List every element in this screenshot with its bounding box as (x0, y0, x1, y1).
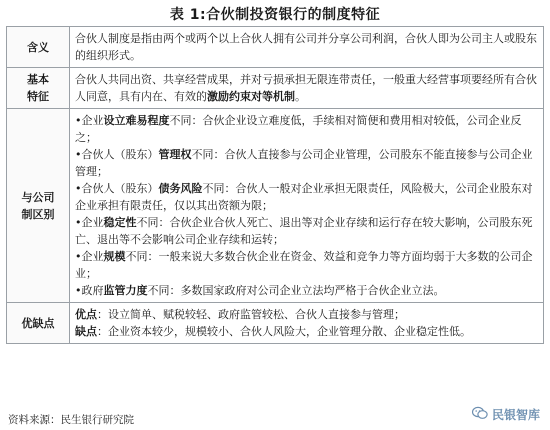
features-text-main: 合伙人共同出资、共享经营成果，并对亏损承担无限连带责任，一般重大经营事项要经所有合伙人同意，具有内在、有效的 (75, 73, 537, 103)
cons-line (75, 323, 538, 340)
row-label-features (7, 68, 70, 109)
row-label-differences-line2: 制区别 (21, 207, 55, 221)
table-row-definition (7, 27, 544, 68)
features-text-bold: 激励约束对等机制 (207, 90, 295, 103)
difference-text: 不同：多数国家政府对公司企业立法均严格于合伙企业立法。 (147, 284, 445, 297)
difference-item (75, 214, 538, 248)
row-label-features-line1: 基本 (27, 73, 49, 86)
watermark (472, 406, 540, 423)
difference-key: 规模 (103, 250, 126, 263)
difference-text: 不同：合伙企业合伙人死亡、退出等对企业存续和运行存在较大影响，公司股东死亡、退出等不会影响公司企业存续和运转； (75, 216, 533, 246)
difference-key: 监管力度 (103, 284, 148, 297)
difference-text: 不同：合伙企业设立难度低，手续相对简便和费用相对较低，公司企业反之； (75, 114, 522, 144)
wechat-icon (472, 406, 488, 423)
difference-text: 不同：合伙人直接参与公司企业管理，公司股东不能直接参与公司企业管理； (75, 148, 533, 178)
row-label-differences-line1: 与公司 (21, 190, 55, 204)
difference-key: 稳定性 (103, 216, 137, 229)
definition-text: 合伙人制度是指由两个或两个以上合伙人拥有公司并分享公司利润，合伙人即为公司主人或股东的组织形式。 (70, 27, 544, 68)
table-title: 表 1:合伙制投资银行的制度特征 (169, 7, 381, 23)
row-label-pros-cons: 优缺点 (7, 303, 70, 344)
difference-item (75, 248, 538, 282)
row-label-features-line2: 特征 (27, 90, 49, 103)
difference-prefix: •政府 (75, 284, 104, 297)
table-row-differences (7, 109, 544, 303)
difference-prefix: •企业 (75, 114, 104, 127)
difference-prefix: •企业 (75, 250, 104, 263)
difference-item (75, 282, 538, 299)
watermark-text: 民银智库 (491, 408, 540, 422)
difference-key: 管理权 (158, 148, 192, 161)
cons-text: ：企业资本较少，规模较小、合伙人风险大，企业管理分散、企业稳定性低。 (97, 325, 471, 338)
difference-text: 不同：合伙人一般对企业承担无限责任，风险极大，公司企业股东对企业承担有限责任，仅以其出资额为限； (75, 182, 533, 212)
difference-text: 不同：一般来说大多数合伙企业在资金、效益和竞争力等方面均弱于大多数的公司企业； (75, 250, 533, 280)
difference-prefix: •合伙人（股东） (75, 182, 159, 195)
difference-prefix: •合伙人（股东） (75, 148, 159, 161)
pros-line (75, 306, 538, 323)
differences-list (70, 109, 544, 303)
cons-label: 缺点 (75, 325, 97, 338)
difference-item (75, 146, 538, 180)
feature-table (6, 26, 544, 344)
difference-key: 设立难易程度 (103, 114, 170, 127)
pros-text: ：设立简单、赋税较轻、政府监管较松、合伙人直接参与管理； (97, 308, 405, 321)
pros-cons-text (70, 303, 544, 344)
features-text (70, 68, 544, 109)
difference-prefix: •企业 (75, 216, 104, 229)
features-text-end: 。 (295, 90, 306, 103)
pros-label: 优点 (75, 308, 97, 321)
difference-item (75, 112, 538, 146)
row-label-differences (7, 109, 70, 303)
source-note: 资料来源：民生银行研究院 (8, 414, 134, 426)
difference-item (75, 180, 538, 214)
table-row-features (7, 68, 544, 109)
row-label-definition: 含义 (7, 27, 70, 68)
table-row-pros-cons (7, 303, 544, 344)
difference-key: 债务风险 (158, 182, 203, 195)
